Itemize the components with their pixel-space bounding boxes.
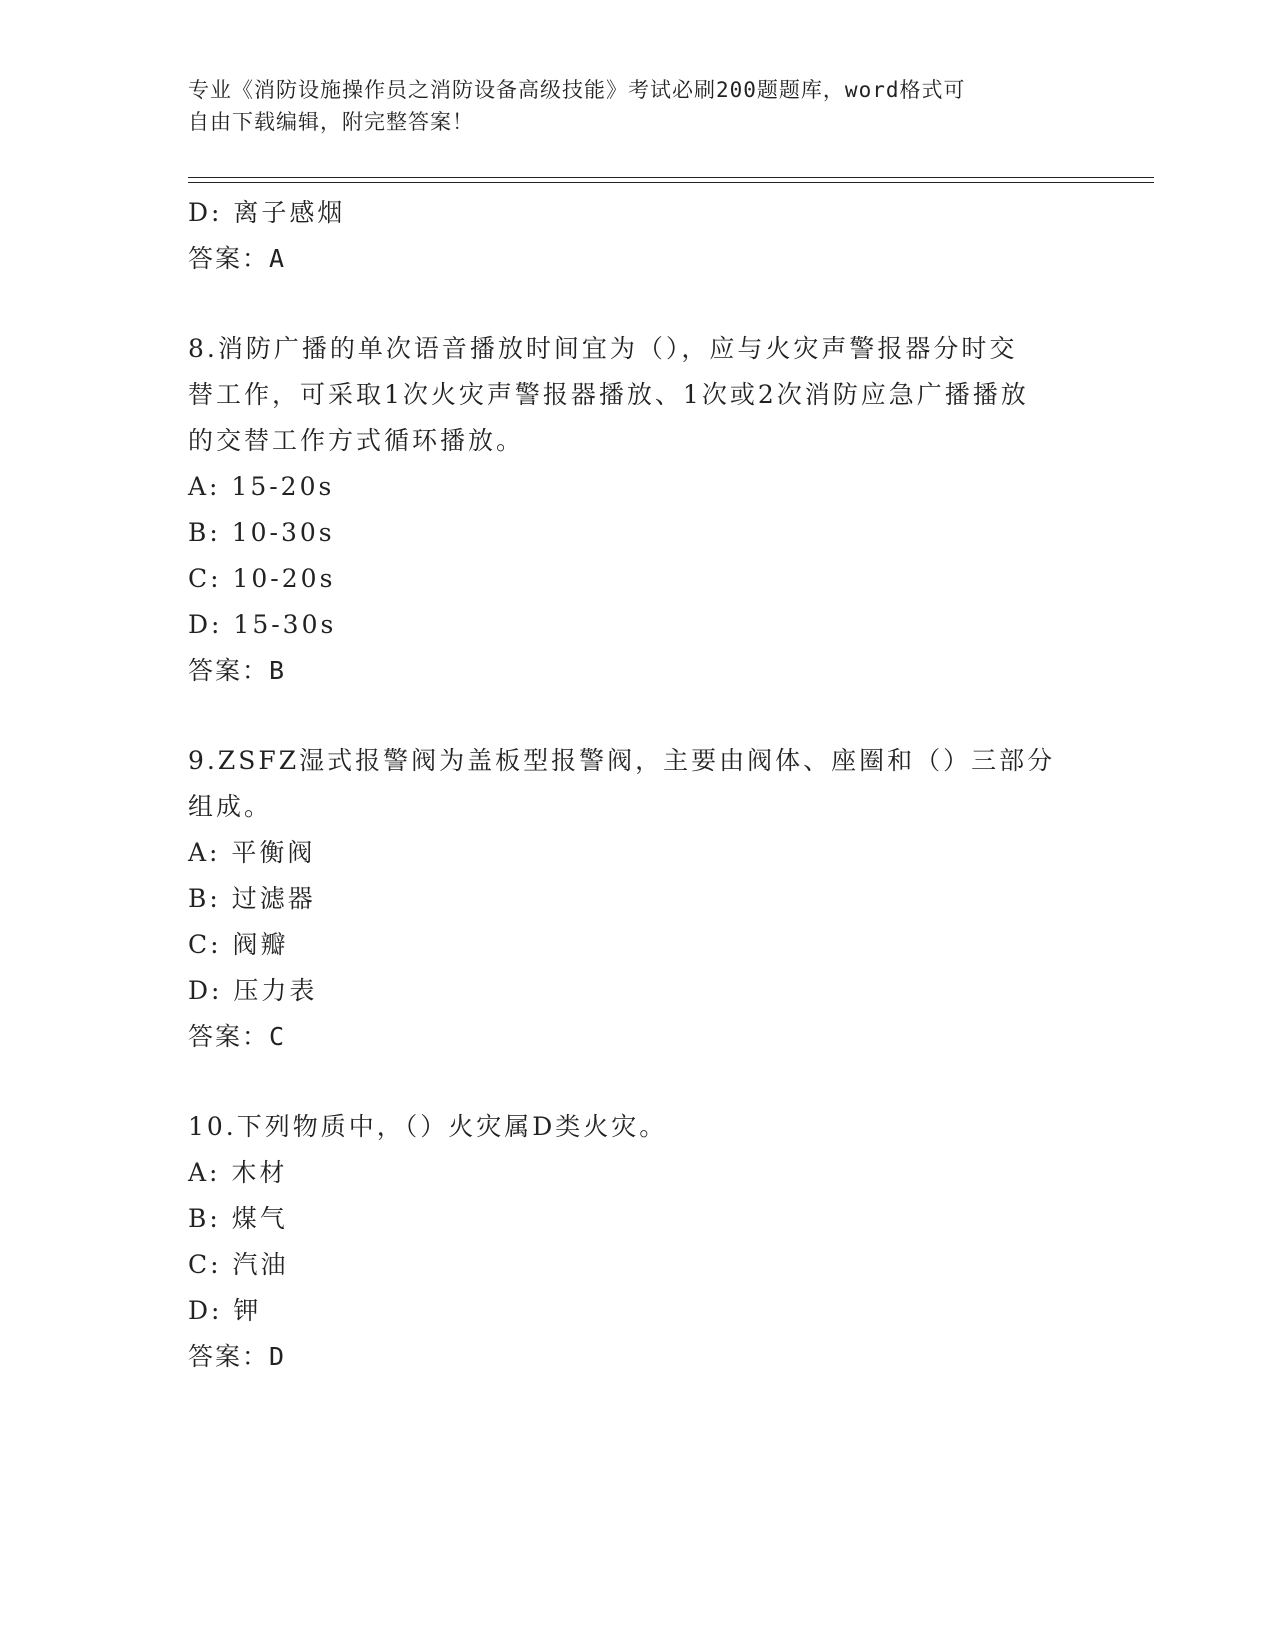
document-header [188,74,1068,138]
option-c: C: 10-20s [188,564,336,593]
question-9 [188,738,1088,1060]
document-body [188,190,1088,1380]
option-b: B: 10-30s [188,518,335,547]
question-text-line: 8.消防广播的单次语音播放时间宜为（），应与火灾声警报器分时交 [188,334,1018,363]
header-divider-bottom [188,182,1154,183]
option-d: D: 15-30s [188,610,337,639]
option-c: C: 汽油 [188,1250,289,1279]
answer-line: 答案：D [188,1342,287,1371]
question-8 [188,326,1088,694]
option-b: B: 过滤器 [188,884,316,913]
header-line-2: 自由下载编辑，附完整答案！ [188,110,474,134]
question-text-line: 9.ZSFZ湿式报警阀为盖板型报警阀，主要由阀体、座圈和（）三部分 [188,746,1056,775]
option-b: B: 煤气 [188,1204,288,1233]
option-d: D: 离子感烟 [188,198,346,227]
option-d: D: 钾 [188,1296,262,1325]
question-text [188,326,1088,464]
option-d: D: 压力表 [188,976,318,1005]
previous-question-tail [188,190,1088,282]
question-text [188,738,1088,830]
question-text [188,1104,1088,1150]
answer-line: 答案：B [188,656,287,685]
answer-line: 答案：A [188,244,287,273]
header-line-1: 专业《消防设施操作员之消防设备高级技能》考试必刷200题题库，word格式可 [188,78,966,102]
question-text-line: 组成。 [188,792,273,821]
answer-line: 答案：C [188,1022,287,1051]
question-text-line: 10.下列物质中，（）火灾属D类火灾。 [188,1112,668,1141]
option-c: C: 阀瓣 [188,930,289,959]
question-text-line: 替工作，可采取1次火灾声警报器播放、1次或2次消防应急广播播放 [188,380,1029,409]
option-a: A: 木材 [188,1158,288,1187]
header-divider-top [188,177,1154,178]
question-10 [188,1104,1088,1380]
question-text-line: 的交替工作方式循环播放。 [188,426,525,455]
option-a: A: 平衡阀 [188,838,316,867]
option-a: A: 15-20s [188,472,335,501]
